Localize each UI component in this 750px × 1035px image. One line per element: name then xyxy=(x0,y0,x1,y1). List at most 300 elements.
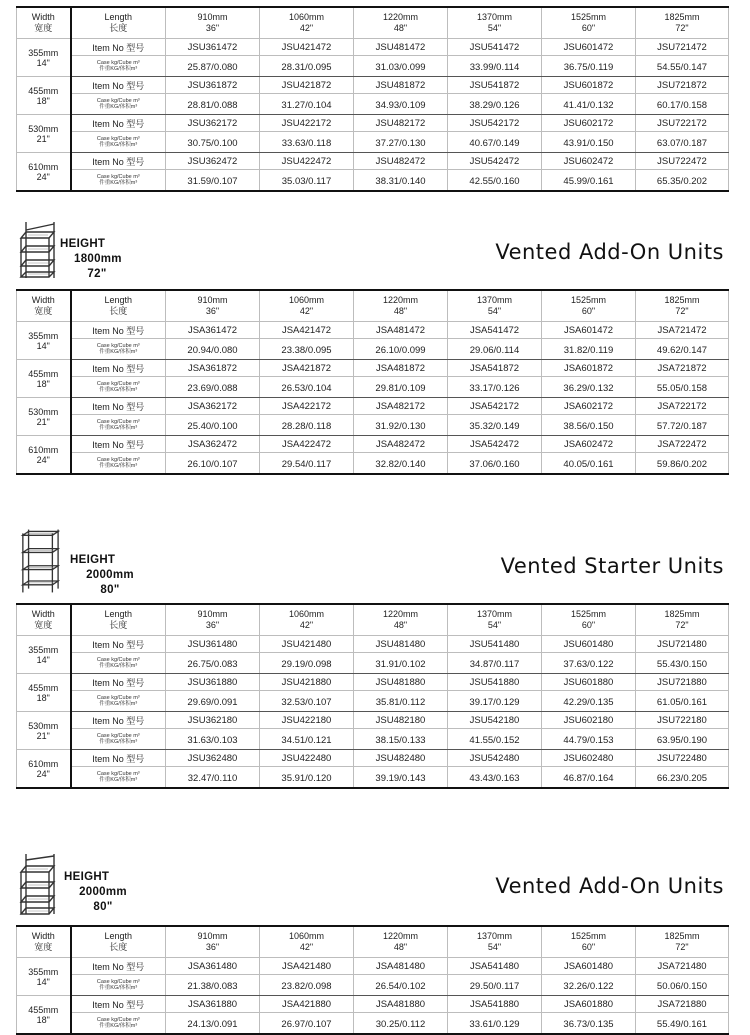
item-row xyxy=(17,996,729,1013)
case-row xyxy=(17,653,729,674)
case-value-cell: 25.40/0.100 xyxy=(166,415,260,436)
length-header-en: Length xyxy=(104,12,133,22)
case-value-cell: 36.29/0.132 xyxy=(542,377,636,398)
width-inch: 14" xyxy=(36,654,50,665)
add-on-shelf-unit-icon xyxy=(18,852,58,916)
length-inch: 48" xyxy=(393,942,408,952)
case-value-cell: 29.81/0.109 xyxy=(354,377,448,398)
case-row xyxy=(17,729,729,750)
item-no-cell: JSA721872 xyxy=(636,360,729,377)
length-mm: 1370mm xyxy=(476,609,512,619)
length-inch: 54" xyxy=(487,23,502,33)
case-value-cell: 25.87/0.080 xyxy=(166,56,260,77)
case-value-cell: 63.95/0.190 xyxy=(636,729,729,750)
item-row xyxy=(17,750,729,767)
case-value-cell: 32.26/0.122 xyxy=(542,975,636,996)
width-inch: 18" xyxy=(36,95,50,106)
length-column-header xyxy=(354,7,448,39)
item-no-label: Item No 型号 xyxy=(71,153,166,170)
header-row xyxy=(17,926,729,958)
case-value-cell: 66.23/0.205 xyxy=(636,767,729,789)
height-word: HEIGHT xyxy=(60,238,106,250)
item-no-cell: JSA541880 xyxy=(448,996,542,1013)
section-header-2 xyxy=(16,526,728,598)
item-no-cell: JSA602472 xyxy=(542,436,636,453)
item-no-cell: JSA422472 xyxy=(260,436,354,453)
case-value-cell: 38.15/0.133 xyxy=(354,729,448,750)
case-label xyxy=(71,339,166,360)
case-value-cell: 32.47/0.110 xyxy=(166,767,260,789)
case-label-cn: 件重KG/体积m³ xyxy=(99,387,138,393)
case-value-cell: 31.92/0.130 xyxy=(354,415,448,436)
width-cell xyxy=(17,750,71,789)
case-value-cell: 37.63/0.122 xyxy=(542,653,636,674)
length-column-header xyxy=(636,604,729,636)
header-row xyxy=(17,290,729,322)
case-label xyxy=(71,132,166,153)
length-inch: 60" xyxy=(581,23,596,33)
length-inch: 36" xyxy=(205,23,220,33)
case-row xyxy=(17,56,729,77)
item-no-cell: JSA481872 xyxy=(354,360,448,377)
case-value-cell: 30.75/0.100 xyxy=(166,132,260,153)
item-no-cell: JSA361472 xyxy=(166,322,260,339)
case-label-cn: 件重KG/体积m³ xyxy=(99,142,138,148)
case-value-cell: 57.72/0.187 xyxy=(636,415,729,436)
case-row xyxy=(17,1013,729,1035)
item-no-cell: JSU721480 xyxy=(636,636,729,653)
case-value-cell: 55.43/0.150 xyxy=(636,653,729,674)
item-no-cell: JSU482480 xyxy=(354,750,448,767)
length-mm: 1060mm xyxy=(288,295,324,305)
case-value-cell: 29.50/0.117 xyxy=(448,975,542,996)
item-no-cell: JSU542480 xyxy=(448,750,542,767)
case-value-cell: 35.32/0.149 xyxy=(448,415,542,436)
case-value-cell: 65.35/0.202 xyxy=(636,170,729,192)
length-header xyxy=(71,926,166,958)
item-no-label: Item No 型号 xyxy=(71,674,166,691)
item-row xyxy=(17,153,729,170)
item-no-cell: JSU722472 xyxy=(636,153,729,170)
case-value-cell: 29.19/0.098 xyxy=(260,653,354,674)
item-no-cell: JSA601872 xyxy=(542,360,636,377)
spec-table-section-0 xyxy=(16,6,728,192)
case-value-cell: 54.55/0.147 xyxy=(636,56,729,77)
case-label-cn: 件重KG/体积m³ xyxy=(99,663,138,669)
length-inch: 72" xyxy=(675,620,689,630)
width-mm: 455mm xyxy=(28,682,59,693)
item-no-cell: JSU421880 xyxy=(260,674,354,691)
item-no-cell: JSA541480 xyxy=(448,958,542,975)
case-value-cell: 28.28/0.118 xyxy=(260,415,354,436)
width-mm: 610mm xyxy=(28,161,59,172)
item-no-label: Item No 型号 xyxy=(71,712,166,729)
item-no-cell: JSU421480 xyxy=(260,636,354,653)
case-value-cell: 26.10/0.099 xyxy=(354,339,448,360)
item-no-cell: JSU362472 xyxy=(166,153,260,170)
case-value-cell: 38.29/0.126 xyxy=(448,94,542,115)
width-header-cn: 宽度 xyxy=(34,942,53,952)
case-value-cell: 35.91/0.120 xyxy=(260,767,354,789)
case-value-cell: 29.06/0.114 xyxy=(448,339,542,360)
item-no-cell: JSU422172 xyxy=(260,115,354,132)
length-mm: 1825mm xyxy=(664,609,700,619)
width-inch: 21" xyxy=(36,133,50,144)
item-no-cell: JSA722172 xyxy=(636,398,729,415)
width-header-en: Width xyxy=(31,609,55,619)
case-value-cell: 26.75/0.083 xyxy=(166,653,260,674)
case-label xyxy=(71,691,166,712)
case-label-en: Case kg/Cube m³ xyxy=(96,381,140,387)
item-row xyxy=(17,712,729,729)
case-label xyxy=(71,453,166,475)
case-value-cell: 31.03/0.099 xyxy=(354,56,448,77)
width-mm: 455mm xyxy=(28,368,59,379)
item-no-cell: JSU361880 xyxy=(166,674,260,691)
section-title: Vented Add-On Units xyxy=(495,240,724,264)
case-label-en: Case kg/Cube m³ xyxy=(96,457,140,463)
item-no-label: Item No 型号 xyxy=(71,436,166,453)
item-no-label: Item No 型号 xyxy=(71,39,166,56)
item-no-label: Item No 型号 xyxy=(71,115,166,132)
length-mm: 1370mm xyxy=(476,12,512,22)
width-mm: 610mm xyxy=(28,444,59,455)
case-value-cell: 29.54/0.117 xyxy=(260,453,354,475)
item-no-label: Item No 型号 xyxy=(71,958,166,975)
add-on-shelf-unit-icon xyxy=(18,220,58,280)
item-row xyxy=(17,398,729,415)
case-label-cn: 件重KG/体积m³ xyxy=(99,701,138,707)
width-inch: 21" xyxy=(36,416,50,427)
width-mm: 610mm xyxy=(28,758,59,769)
length-mm: 1525mm xyxy=(570,609,606,619)
case-label xyxy=(71,653,166,674)
width-mm: 530mm xyxy=(28,406,59,417)
length-inch: 42" xyxy=(299,306,314,316)
width-cell xyxy=(17,636,71,674)
item-no-cell: JSU601880 xyxy=(542,674,636,691)
item-no-cell: JSU542180 xyxy=(448,712,542,729)
item-no-cell: JSA601472 xyxy=(542,322,636,339)
case-label-cn: 件重KG/体积m³ xyxy=(99,104,138,110)
length-column-header xyxy=(260,604,354,636)
item-no-cell: JSA421880 xyxy=(260,996,354,1013)
case-value-cell: 49.62/0.147 xyxy=(636,339,729,360)
length-mm: 1060mm xyxy=(288,12,324,22)
length-inch: 60" xyxy=(581,620,596,630)
length-header xyxy=(71,7,166,39)
length-mm: 1525mm xyxy=(570,931,606,941)
width-inch: 14" xyxy=(36,340,50,351)
item-no-cell: JSU602172 xyxy=(542,115,636,132)
length-header-en: Length xyxy=(104,609,133,619)
case-value-cell: 36.75/0.119 xyxy=(542,56,636,77)
item-no-label: Item No 型号 xyxy=(71,750,166,767)
item-no-cell: JSA481880 xyxy=(354,996,448,1013)
length-column-header xyxy=(542,290,636,322)
width-cell xyxy=(17,712,71,750)
length-header-en: Length xyxy=(104,295,133,305)
case-value-cell: 38.56/0.150 xyxy=(542,415,636,436)
item-row xyxy=(17,360,729,377)
width-cell xyxy=(17,958,71,996)
section-header-1 xyxy=(16,220,728,282)
item-no-cell: JSA362172 xyxy=(166,398,260,415)
width-header-cn: 宽度 xyxy=(34,306,53,316)
item-no-cell: JSU602472 xyxy=(542,153,636,170)
item-no-cell: JSA422172 xyxy=(260,398,354,415)
width-cell xyxy=(17,996,71,1035)
length-mm: 1060mm xyxy=(288,931,324,941)
item-no-cell: JSU722172 xyxy=(636,115,729,132)
item-no-cell: JSA542472 xyxy=(448,436,542,453)
item-no-cell: JSU362172 xyxy=(166,115,260,132)
item-no-cell: JSA722472 xyxy=(636,436,729,453)
item-no-cell: JSU422180 xyxy=(260,712,354,729)
item-row xyxy=(17,322,729,339)
case-value-cell: 31.91/0.102 xyxy=(354,653,448,674)
length-mm: 910mm xyxy=(197,12,228,22)
length-inch: 42" xyxy=(299,620,314,630)
width-header-en: Width xyxy=(31,295,55,305)
item-no-label: Item No 型号 xyxy=(71,360,166,377)
case-value-cell: 44.79/0.153 xyxy=(542,729,636,750)
width-cell xyxy=(17,398,71,436)
width-inch: 18" xyxy=(36,692,50,703)
length-inch: 48" xyxy=(393,620,408,630)
item-no-cell: JSU541880 xyxy=(448,674,542,691)
case-value-cell: 33.17/0.126 xyxy=(448,377,542,398)
length-column-header xyxy=(166,7,260,39)
width-cell xyxy=(17,153,71,192)
width-header xyxy=(17,604,71,636)
case-label-cn: 件重KG/体积m³ xyxy=(99,180,138,186)
case-label-en: Case kg/Cube m³ xyxy=(96,174,140,180)
case-row xyxy=(17,377,729,398)
item-no-cell: JSU362480 xyxy=(166,750,260,767)
length-mm: 1825mm xyxy=(664,12,700,22)
section-title: Vented Add-On Units xyxy=(495,874,724,898)
length-mm: 1525mm xyxy=(570,295,606,305)
case-value-cell: 41.41/0.132 xyxy=(542,94,636,115)
case-value-cell: 37.06/0.160 xyxy=(448,453,542,475)
width-mm: 455mm xyxy=(28,85,59,96)
length-column-header xyxy=(260,290,354,322)
case-label-en: Case kg/Cube m³ xyxy=(96,136,140,142)
case-value-cell: 26.97/0.107 xyxy=(260,1013,354,1035)
length-column-header xyxy=(636,7,729,39)
width-header-en: Width xyxy=(31,12,55,22)
height-inch: 72" xyxy=(87,268,107,280)
case-label-cn: 件重KG/体积m³ xyxy=(99,985,138,991)
length-column-header xyxy=(542,926,636,958)
length-mm: 910mm xyxy=(197,931,228,941)
length-inch: 42" xyxy=(299,23,314,33)
item-no-cell: JSA601880 xyxy=(542,996,636,1013)
item-no-cell: JSU602480 xyxy=(542,750,636,767)
case-value-cell: 34.93/0.109 xyxy=(354,94,448,115)
item-no-cell: JSU482472 xyxy=(354,153,448,170)
item-no-cell: JSU422480 xyxy=(260,750,354,767)
length-column-header xyxy=(260,7,354,39)
case-label xyxy=(71,729,166,750)
case-value-cell: 46.87/0.164 xyxy=(542,767,636,789)
item-no-cell: JSA362472 xyxy=(166,436,260,453)
width-header xyxy=(17,290,71,322)
length-inch: 54" xyxy=(487,306,502,316)
case-value-cell: 55.05/0.158 xyxy=(636,377,729,398)
length-inch: 36" xyxy=(205,306,220,316)
length-inch: 48" xyxy=(393,306,408,316)
case-row xyxy=(17,170,729,192)
length-mm: 1220mm xyxy=(382,295,418,305)
case-value-cell: 35.03/0.117 xyxy=(260,170,354,192)
item-no-cell: JSA541472 xyxy=(448,322,542,339)
case-value-cell: 33.63/0.118 xyxy=(260,132,354,153)
starter-shelf-unit-icon xyxy=(20,526,60,596)
case-value-cell: 34.87/0.117 xyxy=(448,653,542,674)
case-value-cell: 23.69/0.088 xyxy=(166,377,260,398)
case-value-cell: 42.29/0.135 xyxy=(542,691,636,712)
width-inch: 14" xyxy=(36,976,50,987)
item-no-cell: JSU361872 xyxy=(166,77,260,94)
width-mm: 530mm xyxy=(28,123,59,134)
length-column-header xyxy=(354,926,448,958)
length-column-header xyxy=(636,290,729,322)
item-no-cell: JSU481480 xyxy=(354,636,448,653)
length-mm: 1370mm xyxy=(476,295,512,305)
item-no-cell: JSU601480 xyxy=(542,636,636,653)
height-mm: 2000mm xyxy=(86,569,134,581)
item-no-label: Item No 型号 xyxy=(71,77,166,94)
case-label xyxy=(71,94,166,115)
item-no-cell: JSA421472 xyxy=(260,322,354,339)
case-value-cell: 60.17/0.158 xyxy=(636,94,729,115)
width-header-cn: 宽度 xyxy=(34,620,53,630)
length-column-header xyxy=(448,290,542,322)
case-value-cell: 50.06/0.150 xyxy=(636,975,729,996)
height-label xyxy=(70,553,136,598)
width-header-en: Width xyxy=(31,931,55,941)
spec-table-section-1 xyxy=(16,289,728,475)
width-inch: 24" xyxy=(36,454,50,465)
width-header xyxy=(17,926,71,958)
case-label-cn: 件重KG/体积m³ xyxy=(99,777,138,783)
item-no-cell: JSU542172 xyxy=(448,115,542,132)
spec-table-section-2 xyxy=(16,603,728,789)
length-column-header xyxy=(354,290,448,322)
item-no-cell: JSU721880 xyxy=(636,674,729,691)
width-mm: 355mm xyxy=(28,966,59,977)
case-value-cell: 37.27/0.130 xyxy=(354,132,448,153)
length-mm: 910mm xyxy=(197,609,228,619)
width-cell xyxy=(17,674,71,712)
case-label-en: Case kg/Cube m³ xyxy=(96,1017,140,1023)
spec-table xyxy=(16,289,729,475)
case-value-cell: 63.07/0.187 xyxy=(636,132,729,153)
width-cell xyxy=(17,77,71,115)
case-label-en: Case kg/Cube m³ xyxy=(96,60,140,66)
item-no-cell: JSU362180 xyxy=(166,712,260,729)
width-cell xyxy=(17,115,71,153)
length-header-en: Length xyxy=(104,931,133,941)
item-no-cell: JSU601872 xyxy=(542,77,636,94)
case-label xyxy=(71,56,166,77)
item-no-cell: JSA482172 xyxy=(354,398,448,415)
item-no-cell: JSU602180 xyxy=(542,712,636,729)
length-header-cn: 长度 xyxy=(109,620,128,630)
case-value-cell: 35.81/0.112 xyxy=(354,691,448,712)
length-column-header xyxy=(166,926,260,958)
item-no-cell: JSU421872 xyxy=(260,77,354,94)
length-inch: 36" xyxy=(205,620,220,630)
item-no-cell: JSU361480 xyxy=(166,636,260,653)
item-row xyxy=(17,636,729,653)
item-no-label: Item No 型号 xyxy=(71,636,166,653)
item-no-cell: JSU721472 xyxy=(636,39,729,56)
case-value-cell: 23.38/0.095 xyxy=(260,339,354,360)
length-column-header xyxy=(166,604,260,636)
section-header-3 xyxy=(16,852,728,918)
width-mm: 355mm xyxy=(28,47,59,58)
length-mm: 1220mm xyxy=(382,609,418,619)
case-label-cn: 件重KG/体积m³ xyxy=(99,739,138,745)
item-no-cell: JSA542172 xyxy=(448,398,542,415)
length-header-cn: 长度 xyxy=(109,942,128,952)
case-value-cell: 55.49/0.161 xyxy=(636,1013,729,1035)
case-value-cell: 40.05/0.161 xyxy=(542,453,636,475)
width-cell xyxy=(17,360,71,398)
item-no-cell: JSA721472 xyxy=(636,322,729,339)
case-value-cell: 36.73/0.135 xyxy=(542,1013,636,1035)
case-row xyxy=(17,94,729,115)
case-value-cell: 34.51/0.121 xyxy=(260,729,354,750)
item-no-cell: JSA481472 xyxy=(354,322,448,339)
case-value-cell: 23.82/0.098 xyxy=(260,975,354,996)
case-label xyxy=(71,415,166,436)
case-value-cell: 30.25/0.112 xyxy=(354,1013,448,1035)
case-value-cell: 28.31/0.095 xyxy=(260,56,354,77)
width-cell xyxy=(17,322,71,360)
width-header-cn: 宽度 xyxy=(34,23,53,33)
length-header-cn: 长度 xyxy=(109,306,128,316)
item-no-label: Item No 型号 xyxy=(71,996,166,1013)
item-no-label: Item No 型号 xyxy=(71,398,166,415)
width-mm: 355mm xyxy=(28,644,59,655)
item-no-cell: JSA361480 xyxy=(166,958,260,975)
width-inch: 18" xyxy=(36,1014,50,1025)
length-inch: 60" xyxy=(581,942,596,952)
length-mm: 1220mm xyxy=(382,12,418,22)
length-column-header xyxy=(448,604,542,636)
item-row xyxy=(17,115,729,132)
case-label-en: Case kg/Cube m³ xyxy=(96,98,140,104)
case-row xyxy=(17,975,729,996)
item-no-cell: JSU482172 xyxy=(354,115,448,132)
case-label-en: Case kg/Cube m³ xyxy=(96,695,140,701)
case-label-en: Case kg/Cube m³ xyxy=(96,733,140,739)
item-no-cell: JSU541480 xyxy=(448,636,542,653)
item-no-cell: JSU542472 xyxy=(448,153,542,170)
case-value-cell: 42.55/0.160 xyxy=(448,170,542,192)
length-mm: 1220mm xyxy=(382,931,418,941)
width-header xyxy=(17,7,71,39)
case-row xyxy=(17,132,729,153)
case-value-cell: 33.99/0.114 xyxy=(448,56,542,77)
length-column-header xyxy=(448,926,542,958)
item-no-cell: JSA361872 xyxy=(166,360,260,377)
length-column-header xyxy=(354,604,448,636)
